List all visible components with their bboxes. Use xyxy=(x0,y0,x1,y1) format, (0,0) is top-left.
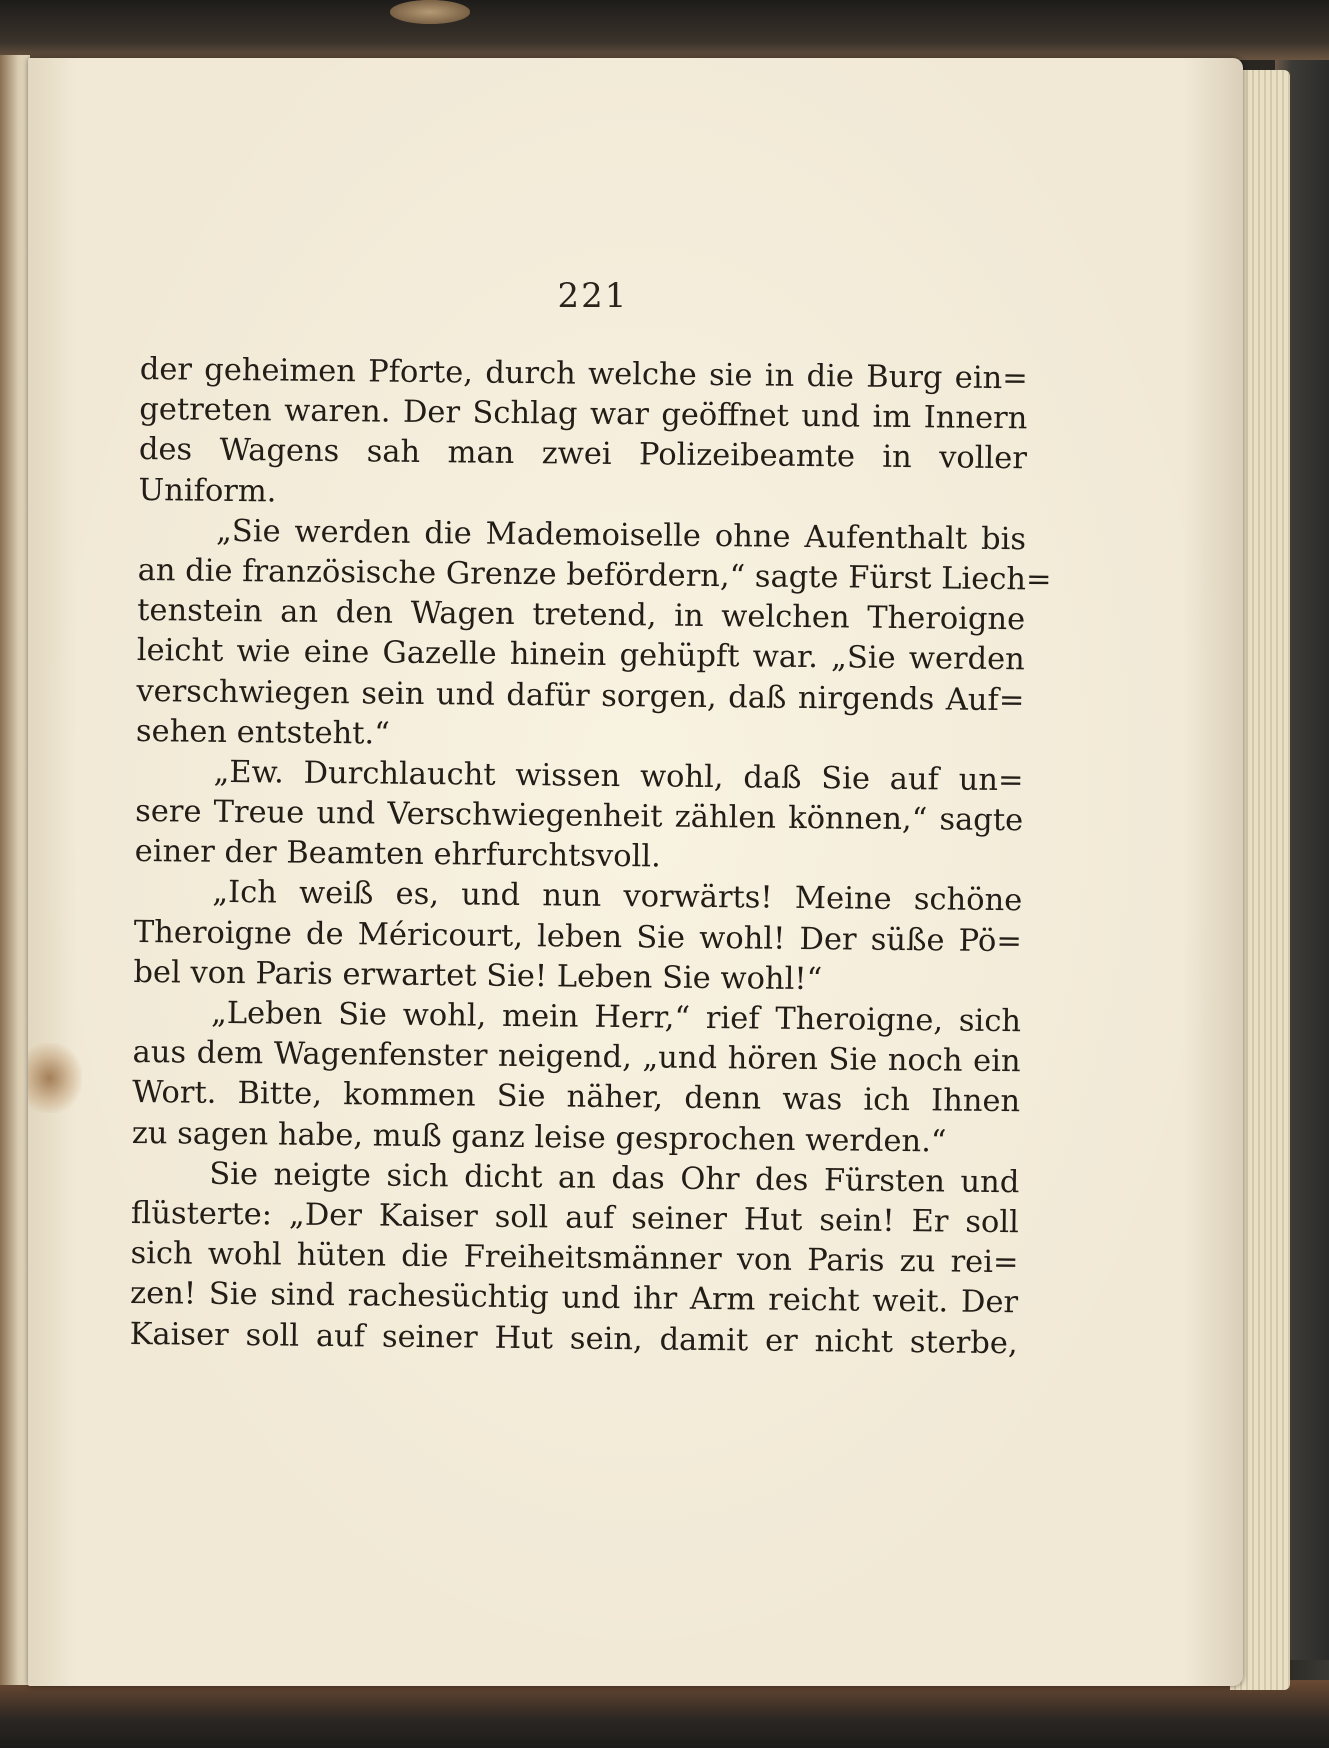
text-line: tenstein an den Wagen tretend, in welchen Theroigne xyxy=(137,593,1026,638)
text-line: aus dem Wagenfenster neigend, „und hören Sie noch ein xyxy=(132,1035,1021,1080)
body-text xyxy=(129,350,1052,1364)
book-clasp xyxy=(390,0,470,24)
text-line: sehen entsteht.“ xyxy=(135,713,391,752)
text-line: zu sagen habe, muß ganz leise gesprochen werden.“ xyxy=(131,1115,947,1160)
text-line: einer der Beamten ehrfurchtsvoll. xyxy=(134,834,661,875)
page-gutter xyxy=(0,55,30,1685)
cover-top-edge xyxy=(0,0,1329,60)
text-line: der geheimen Pforte, durch welche sie in die Burg ein= xyxy=(139,351,1028,397)
page-stain xyxy=(28,1043,82,1113)
text-line: „Sie werden die Mademoiselle ohne Aufenthalt bis xyxy=(215,513,1027,558)
text-line: „Leben Sie wohl, mein Herr,“ rief Theroigne, sich xyxy=(210,995,1022,1040)
text-line: Kaiser soll auf seiner Hut sein, damit er nicht sterbe, xyxy=(129,1316,1018,1361)
text-line: leicht wie eine Gazelle hinein gehüpft war. „Sie werden xyxy=(136,633,1025,678)
text-line: Wort. Bitte, kommen Sie näher, denn was ich Ihnen xyxy=(132,1075,1021,1120)
cover-bottom-edge xyxy=(0,1680,1329,1748)
text-line: des Wagens sah man zwei Polizeibeamte in voller xyxy=(138,432,1028,477)
text-line: Uniform. xyxy=(138,472,277,509)
text-line: sere Treue und Verschwiegenheit zählen können,“ sagte xyxy=(134,794,1024,839)
text-line: Theroigne de Méricourt, leben Sie wohl! Der süße Pö= xyxy=(133,914,1023,959)
text-line: an die französische Grenze befördern,“ sagte Fürst Liech= xyxy=(137,552,1052,598)
text-line: zen! Sie sind rachesüchtig und ihr Arm reicht weit. Der xyxy=(129,1276,1019,1321)
text-line: Sie neigte sich dicht an das Ohr des Fürsten und xyxy=(209,1156,1020,1201)
text-line: getreten waren. Der Schlag war geöffnet und im Innern xyxy=(139,392,1028,437)
text-line: „Ich weiß es, und nun vorwärts! Meine schöne xyxy=(212,875,1023,919)
page-number: 221 xyxy=(557,276,629,316)
text-line: verschwiegen sein und dafür sorgen, daß nirgends Auf= xyxy=(136,673,1025,718)
book-page xyxy=(28,58,1243,1686)
text-line: sich wohl hüten die Freiheitsmänner von Paris zu rei= xyxy=(130,1236,1019,1281)
text-line: flüsterte: „Der Kaiser soll auf seiner Hut sein! Er soll xyxy=(130,1195,1020,1241)
text-line: „Ew. Durchlaucht wissen wohl, daß Sie auf un= xyxy=(213,754,1024,799)
text-line: bel von Paris erwartet Sie! Leben Sie wohl!“ xyxy=(133,954,823,997)
